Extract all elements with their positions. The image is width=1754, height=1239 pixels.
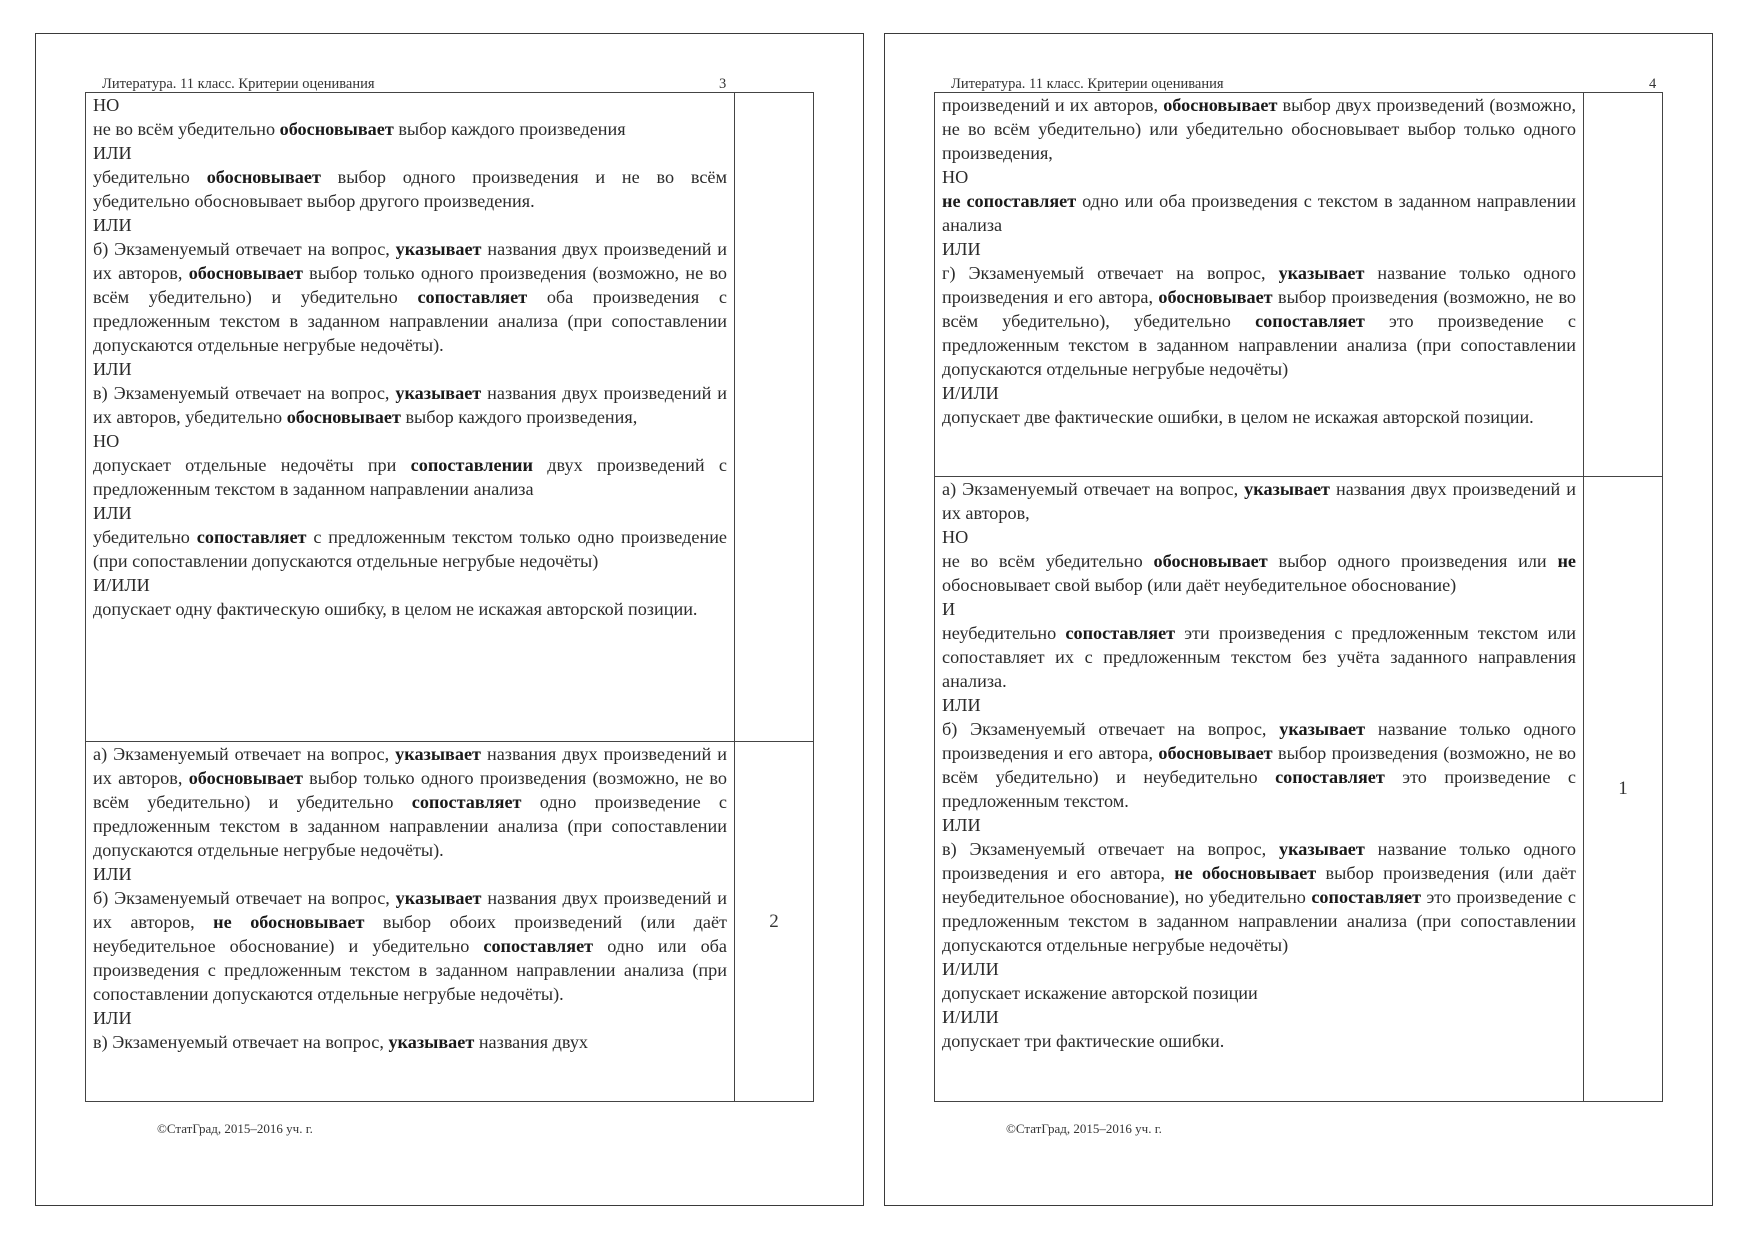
document-page-4 <box>884 33 1713 1206</box>
criteria-paragraph <box>942 189 1576 237</box>
bold-keyword: указывает <box>1279 719 1366 739</box>
criteria-row-continued <box>935 93 1663 477</box>
text-run: НО <box>93 95 120 115</box>
text-run: НО <box>942 527 969 547</box>
text-run: выбор произведения (возможно, не во всём убедительно), убедительно <box>942 287 1577 331</box>
criteria-text <box>86 742 735 1102</box>
text-run: И <box>942 599 956 619</box>
text-run: а) Экзаменуемый отвечает на вопрос, <box>942 479 1245 499</box>
bold-keyword: обосновывает <box>279 119 394 139</box>
text-run: выбор одного произведения или <box>1267 551 1558 571</box>
running-header <box>102 75 833 93</box>
criteria-paragraph <box>93 1006 727 1030</box>
criteria-paragraph <box>942 381 1576 405</box>
bold-keyword: сопоставляет <box>1275 767 1385 787</box>
bold-keyword: обосновывает <box>1163 95 1278 115</box>
text-run: допускает одну фактическую ошибку, в целом не искажая авторской позиции. <box>93 599 698 619</box>
criteria-paragraph <box>942 477 1576 525</box>
footer-copyright: ©СтатГрад, 2015–2016 уч. г. <box>157 1121 313 1136</box>
bold-keyword: указывает <box>395 239 482 259</box>
text-run: одно или оба произведения с текстом в заданном направлении анализа <box>942 191 1576 235</box>
text-run: НО <box>93 431 120 451</box>
text-run: убедительно <box>93 527 197 547</box>
text-run: обосновывает свой выбор (или даёт неубедительное обоснование) <box>942 575 1457 595</box>
criteria-paragraph <box>93 1030 727 1054</box>
criteria-text <box>935 477 1584 1102</box>
criteria-paragraph <box>942 981 1576 1005</box>
score-value: 1 <box>1584 477 1663 1102</box>
criteria-paragraph <box>942 237 1576 261</box>
bold-keyword: указывает <box>395 383 482 403</box>
criteria-paragraph <box>93 742 727 862</box>
bold-keyword: не обосновывает <box>213 912 365 932</box>
text-run: ИЛИ <box>942 239 981 259</box>
bold-keyword: указывает <box>1278 839 1365 859</box>
criteria-paragraph <box>93 886 727 1006</box>
criteria-paragraph <box>93 165 727 213</box>
text-run: выбор произведения (возможно, не во всём убедительно) и неубедительно <box>942 743 1577 787</box>
criteria-paragraph <box>942 597 1576 621</box>
header-title: Литература. 11 класс. Критерии оценивания <box>102 76 375 92</box>
criteria-paragraph <box>942 717 1576 813</box>
criteria-paragraph <box>942 1005 1576 1029</box>
text-run: И/ИЛИ <box>942 959 999 979</box>
criteria-paragraph <box>93 117 727 141</box>
bold-keyword: обосновывает <box>206 167 321 187</box>
criteria-paragraph <box>942 165 1576 189</box>
bold-keyword: не сопоставляет <box>942 191 1077 211</box>
criteria-paragraph <box>942 549 1576 597</box>
criteria-paragraph <box>942 621 1576 693</box>
text-run: в) Экзаменуемый отвечает на вопрос, <box>93 383 396 403</box>
bold-keyword: указывает <box>388 1032 475 1052</box>
score-cell-empty <box>735 93 814 742</box>
text-run: двух произведений с предложенным текстом в заданном направлении анализа <box>93 455 727 499</box>
text-run: это произведение с предложенным текстом в заданном направлении анализа (при сопоставлении допускаются отдельные негрубые недочёты) <box>942 887 1576 955</box>
criteria-paragraph <box>93 501 727 525</box>
bold-keyword: указывает <box>1278 263 1365 283</box>
page-number: 4 <box>1649 76 1657 92</box>
bold-keyword: не <box>1557 551 1576 571</box>
criteria-paragraph <box>942 1029 1576 1053</box>
text-run: г) Экзаменуемый отвечает на вопрос, <box>942 263 1279 283</box>
bold-keyword: сопоставляет <box>1255 311 1365 331</box>
text-run: ИЛИ <box>93 864 132 884</box>
text-run: выбор только одного произведения (возможно, не во всём убедительно) и убедительно <box>93 263 727 307</box>
criteria-paragraph <box>93 525 727 573</box>
bold-keyword: сопоставляет <box>417 287 528 307</box>
criteria-paragraph <box>942 813 1576 837</box>
score-value: 2 <box>735 742 814 1102</box>
bold-keyword: сопоставлении <box>410 455 534 475</box>
text-run: И/ИЛИ <box>93 575 150 595</box>
criteria-paragraph <box>942 837 1576 957</box>
text-run: И/ИЛИ <box>942 383 999 403</box>
criteria-paragraph <box>93 597 727 621</box>
text-run: не во всём убедительно <box>93 119 280 139</box>
text-run: не во всём убедительно <box>942 551 1154 571</box>
criteria-text <box>935 93 1584 477</box>
text-run: ИЛИ <box>93 143 132 163</box>
text-run: оба произведения с предложенным текстом в заданном направлении анализа (при сопоставлении допускаются отдельные негрубые недочёты). <box>93 287 727 355</box>
text-run: б) Экзаменуемый отвечает на вопрос, <box>93 239 396 259</box>
bold-keyword: указывает <box>395 888 482 908</box>
text-run: это произведение с предложенным текстом в заданном направлении анализа (при сопоставлении допускаются отдельные негрубые недочёты) <box>942 311 1576 379</box>
text-run: название только одного произведения и его автора, <box>942 263 1577 307</box>
text-run: в) Экзаменуемый отвечает на вопрос, <box>93 1032 389 1052</box>
document-page-3 <box>35 33 864 1206</box>
text-run: убедительно <box>93 167 207 187</box>
text-run: название только одного произведения и его автора, <box>942 839 1576 883</box>
text-run: одно или оба произведения с предложенным текстом в заданном направлении анализа (при сопоставлении допускаются отдельные негрубые недочёты). <box>93 936 727 1004</box>
criteria-paragraph <box>942 525 1576 549</box>
bold-keyword: указывает <box>395 744 481 764</box>
criteria-paragraph <box>942 405 1576 429</box>
text-run: выбор одного произведения и не во всём убедительно обосновывает выбор другого произведения. <box>93 167 727 211</box>
criteria-text <box>86 93 735 742</box>
text-run: допускает две фактические ошибки, в целом не искажая авторской позиции. <box>942 407 1534 427</box>
text-run: выбор двух произведений (возможно, не во всём убедительно) или убедительно обосновывает выбор только одного произведения, <box>942 95 1576 163</box>
criteria-paragraph <box>942 693 1576 717</box>
text-run: выбор произведения (или даёт неубедительное обоснование), но убедительно <box>942 863 1576 907</box>
text-run: НО <box>942 167 969 187</box>
text-run: допускает отдельные недочёты при <box>93 455 411 475</box>
text-run: названия двух произведений и их авторов, убедительно <box>93 383 727 427</box>
criteria-paragraph <box>93 381 727 429</box>
text-run: выбор обоих произведений (или даёт неубедительное обоснование) и убедительно <box>93 912 728 956</box>
text-run: а) Экзаменуемый отвечает на вопрос, <box>93 744 396 764</box>
bold-keyword: обосновывает <box>1158 743 1273 763</box>
text-run: названия двух произведений и их авторов, <box>93 239 727 283</box>
header-title: Литература. 11 класс. Критерии оценивания <box>951 76 1224 92</box>
text-run: названия двух произведений и их авторов, <box>93 744 727 788</box>
text-run: названия двух <box>474 1032 589 1052</box>
text-run: выбор каждого произведения <box>393 119 626 139</box>
text-run: б) Экзаменуемый отвечает на вопрос, <box>93 888 396 908</box>
bold-keyword: сопоставляет <box>1311 887 1422 907</box>
criteria-row-score-1 <box>935 477 1663 1102</box>
bold-keyword: сопоставляет <box>483 936 594 956</box>
bold-keyword: сопоставляет <box>1065 623 1176 643</box>
criteria-paragraph <box>942 957 1576 981</box>
bold-keyword: сопоставляет <box>411 792 522 812</box>
text-run: И/ИЛИ <box>942 1007 999 1027</box>
text-run: выбор каждого произведения, <box>400 407 638 427</box>
criteria-paragraph <box>93 237 727 357</box>
criteria-paragraph <box>93 213 727 237</box>
text-run: неубедительно <box>942 623 1066 643</box>
criteria-paragraph <box>942 261 1576 381</box>
bold-keyword: обосновывает <box>286 407 401 427</box>
text-run: названия двух произведений и их авторов, <box>93 888 727 932</box>
bold-keyword: сопоставляет <box>196 527 307 547</box>
score-cell-empty <box>1584 93 1663 477</box>
text-run: ИЛИ <box>942 695 981 715</box>
footer-copyright: ©СтатГрад, 2015–2016 уч. г. <box>1006 1121 1162 1136</box>
criteria-paragraph <box>93 862 727 886</box>
criteria-paragraph <box>942 93 1576 165</box>
criteria-paragraph <box>93 141 727 165</box>
text-run: ИЛИ <box>942 815 981 835</box>
text-run: допускает искажение авторской позиции <box>942 983 1258 1003</box>
criteria-paragraph <box>93 357 727 381</box>
page-number: 3 <box>719 76 727 92</box>
criteria-table <box>85 92 814 1102</box>
criteria-paragraph <box>93 429 727 453</box>
text-run: названия двух произведений и их авторов, <box>942 479 1576 523</box>
criteria-table <box>934 92 1663 1102</box>
criteria-paragraph <box>93 453 727 501</box>
bold-keyword: обосновывает <box>1153 551 1268 571</box>
text-run: допускает три фактические ошибки. <box>942 1031 1225 1051</box>
text-run: в) Экзаменуемый отвечает на вопрос, <box>942 839 1279 859</box>
bold-keyword: обосновывает <box>188 768 303 788</box>
text-run: название только одного произведения и его автора, <box>942 719 1577 763</box>
bold-keyword: указывает <box>1244 479 1330 499</box>
criteria-paragraph <box>93 573 727 597</box>
criteria-paragraph <box>93 93 727 117</box>
text-run: б) Экзаменуемый отвечает на вопрос, <box>942 719 1280 739</box>
text-run: ИЛИ <box>93 503 132 523</box>
bold-keyword: не обосновывает <box>1174 863 1317 883</box>
text-run: выбор только одного произведения (возможно, не во всём убедительно) и убедительно <box>93 768 727 812</box>
text-run: одно произведение с предложенным текстом в заданном направлении анализа (при сопоставлении допускаются отдельные негрубые недочёты). <box>93 792 727 860</box>
text-run: эти произведения с предложенным текстом или сопоставляет их с предложенным текстом без учёта заданного направления анализа. <box>942 623 1577 691</box>
bold-keyword: обосновывает <box>188 263 303 283</box>
text-run: с предложенным текстом только одно произведение (при сопоставлении допускаются отдельные негрубые недочёты) <box>93 527 728 571</box>
text-run: это произведение с предложенным текстом. <box>942 767 1576 811</box>
running-header <box>951 75 1682 93</box>
text-run: ИЛИ <box>93 1008 132 1028</box>
text-run: ИЛИ <box>93 215 132 235</box>
text-run: произведений и их авторов, <box>942 95 1164 115</box>
text-run: ИЛИ <box>93 359 132 379</box>
criteria-row-continued <box>86 93 814 742</box>
bold-keyword: обосновывает <box>1158 287 1273 307</box>
criteria-row-score-2 <box>86 742 814 1102</box>
